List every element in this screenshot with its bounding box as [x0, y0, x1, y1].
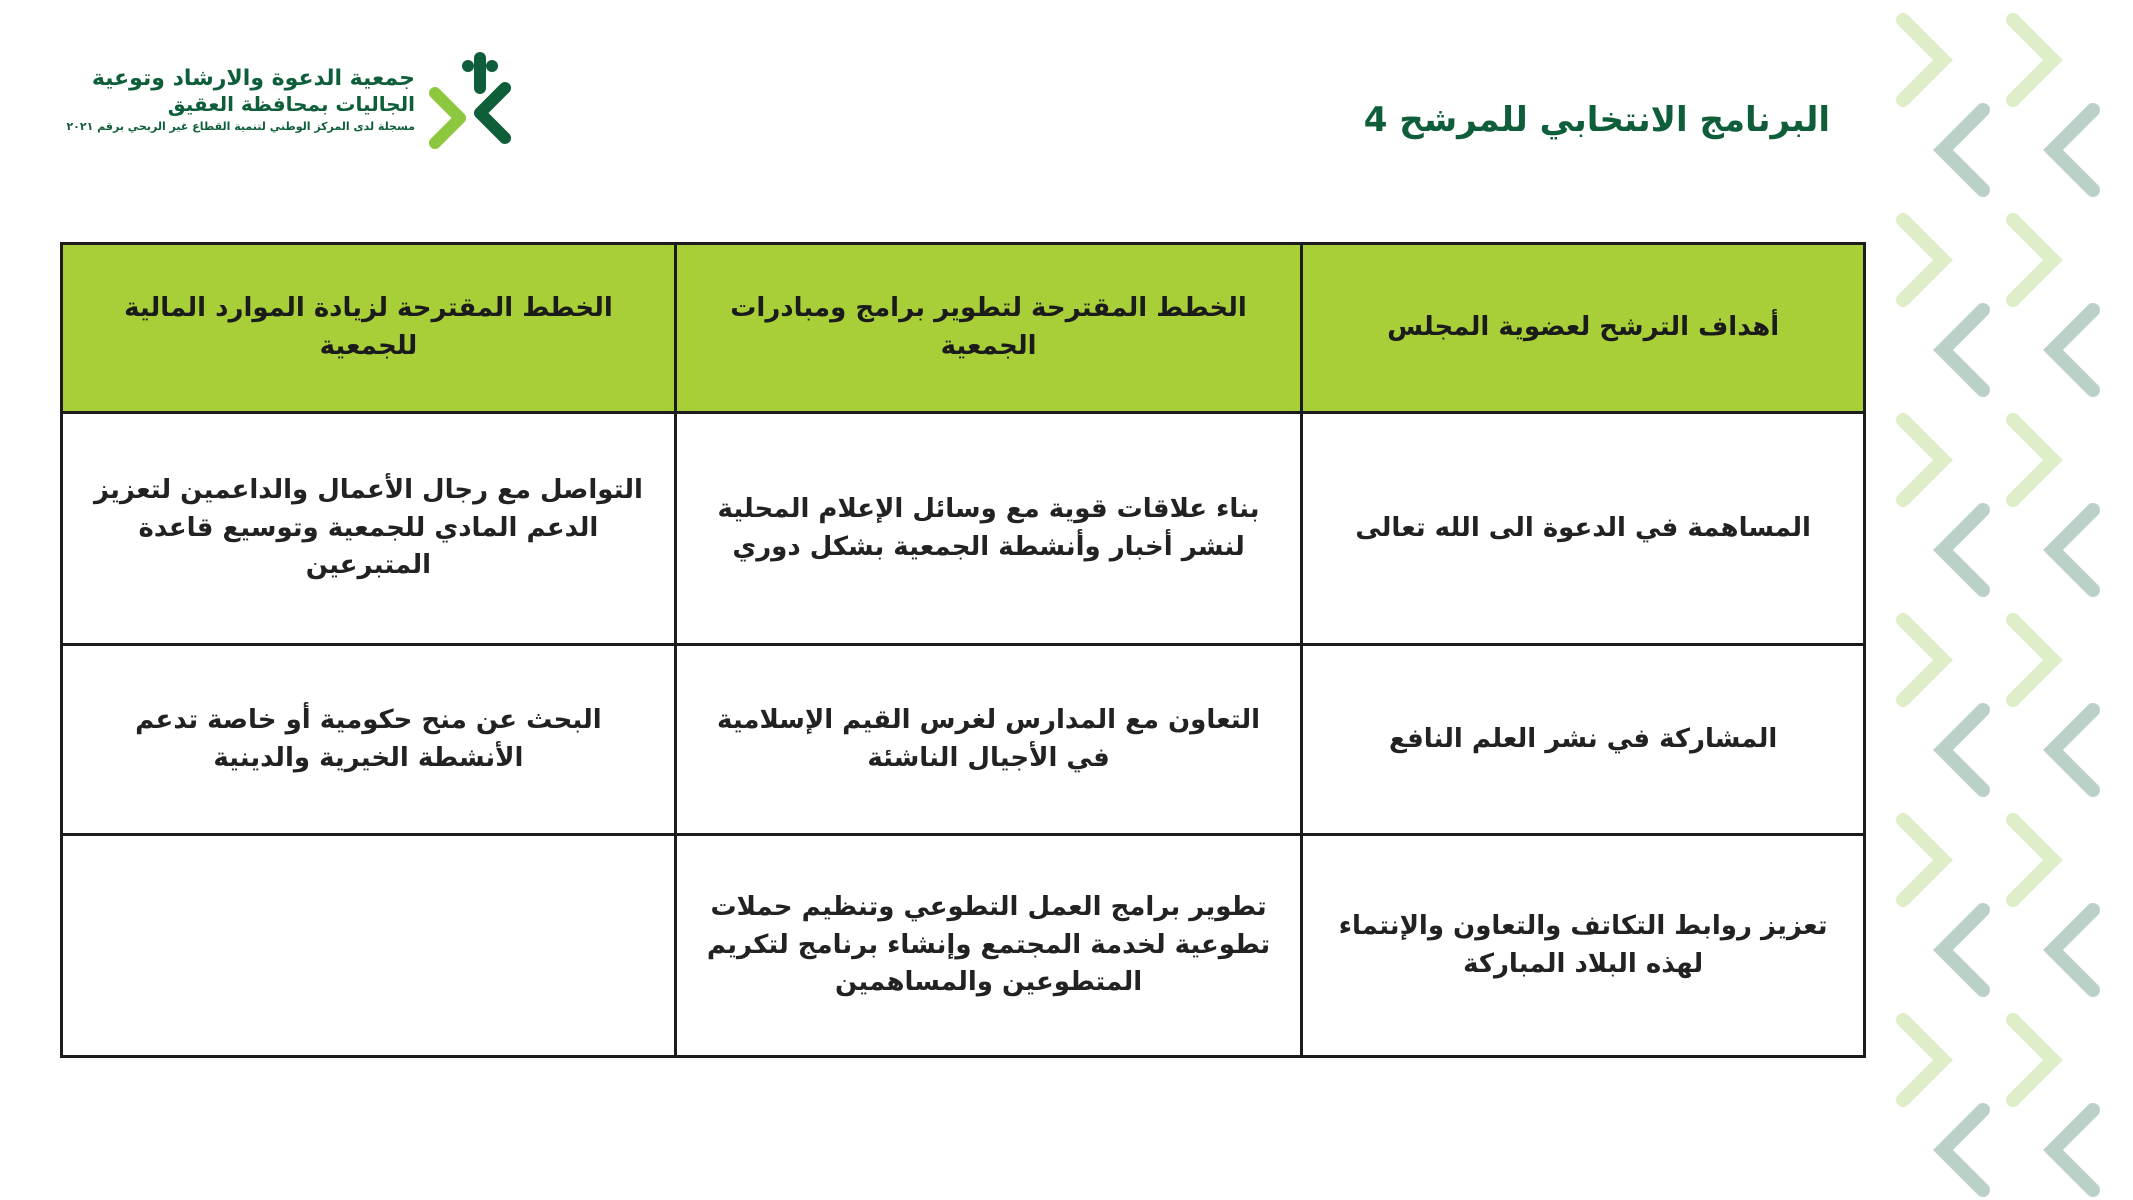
table-header-row: [62, 244, 1865, 413]
organization-logo: [60, 48, 520, 158]
table-cell: التعاون مع المدارس لغرس القيم الإسلامية في الأجيال الناشئة: [675, 645, 1301, 835]
table-cell: المشاركة في نشر العلم النافع: [1302, 645, 1865, 835]
table-row: [62, 413, 1865, 645]
table-cell: [62, 835, 676, 1057]
header-program-plans: الخطط المقترحة لتطوير برامج ومبادرات الجمعية: [675, 244, 1301, 413]
table-cell: التواصل مع رجال الأعمال والداعمين لتعزيز الدعم المادي للجمعية وتوسيع قاعدة المتبرعين: [62, 413, 676, 645]
logo-registration-line: مسجلة لدى المركز الوطني لتنمية القطاع غير الربحي برقم ٢٠٢١: [66, 120, 415, 133]
decorative-pattern: [1863, 0, 2133, 1200]
table-cell: البحث عن منح حكومية أو خاصة تدعم الأنشطة الخيرية والدينية: [62, 645, 676, 835]
table-row: [62, 835, 1865, 1057]
page-title: البرنامج الانتخابي للمرشح 4: [1363, 100, 1830, 140]
logo-mark-icon: [420, 48, 520, 158]
header-financial-plans: الخطط المقترحة لزيادة الموارد المالية للجمعية: [62, 244, 676, 413]
table-cell: تطوير برامج العمل التطوعي وتنظيم حملات تطوعية لخدمة المجتمع وإنشاء برنامج لتكريم المتطوعين والمساهمين: [675, 835, 1301, 1057]
table-cell: تعزيز روابط التكاتف والتعاون والإنتماء لهذه البلاد المباركة: [1302, 835, 1865, 1057]
logo-name-line2: الجاليات بمحافظة العقيق: [167, 92, 415, 116]
header-candidacy-goals: أهداف الترشح لعضوية المجلس: [1302, 244, 1865, 413]
election-program-table: [60, 242, 1866, 1058]
table-cell: بناء علاقات قوية مع وسائل الإعلام المحلية لنشر أخبار وأنشطة الجمعية بشكل دوري: [675, 413, 1301, 645]
logo-name-line1: جمعية الدعوة والارشاد وتوعية: [91, 66, 415, 91]
table-cell: المساهمة في الدعوة الى الله تعالى: [1302, 413, 1865, 645]
table-row: [62, 645, 1865, 835]
